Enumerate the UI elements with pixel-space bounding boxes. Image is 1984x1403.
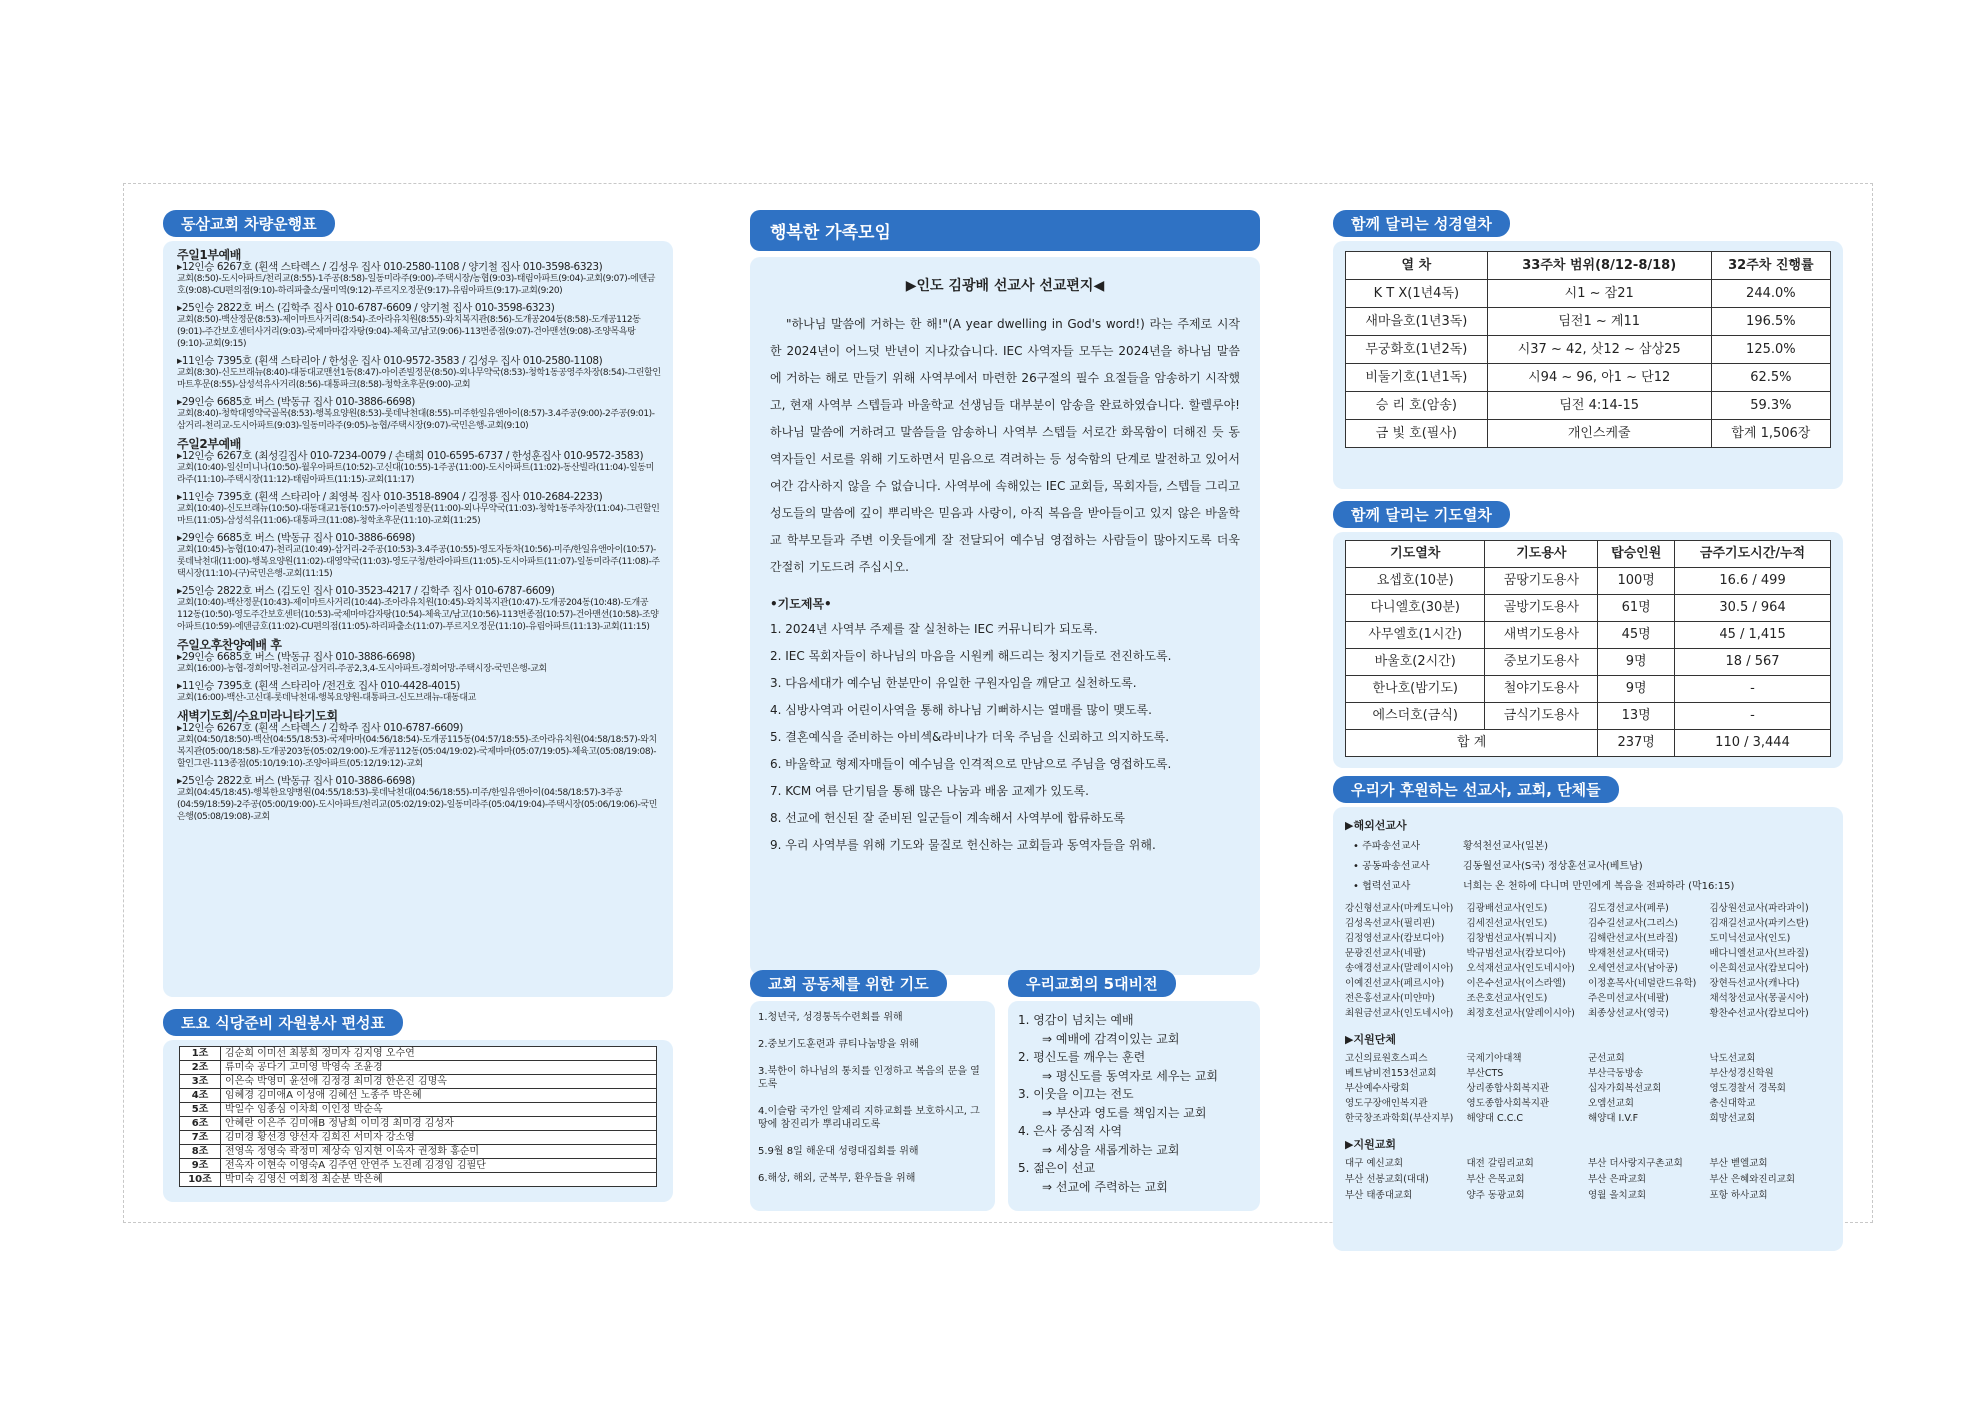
prayer-item: 9. 우리 사역부를 위해 기도와 물질로 헌신하는 교회들과 동역자들을 위해. [770,838,1156,852]
bible-row [1346,308,1831,336]
schedule-route: 교회(8:40)-청학대영약국골목(8:53)-행복요양원(8:53)-롯데낙천대(8:55)-미주한일유앤아이(8:57)-3.4주공(9:00)-2주공(9:01)-삼거리-천리교-도시아파트(9:03)-일동미라주(9:05)-농협/주택시장(9:07)-국민은행-교회(9:10) [177,409,655,431]
org-item: 국제기아대책 [1466,1053,1522,1064]
church-item: 대구 예신교회 [1345,1158,1404,1169]
missionary-item: 배다니엘선교사(브라질) [1709,948,1809,959]
meal-panel [163,1040,673,1202]
support-lines [1345,837,1831,897]
missionary-item: 전은홍선교사(미얀마) [1345,993,1436,1004]
support-line [1353,877,1831,897]
prayertrain-cell: 금식기도용사 [1485,703,1598,730]
missionary-item: 김성옥선교사(필리핀) [1345,918,1436,929]
schedule-route: 교회(10:40)-백산정문(10:43)-제이마트사거리(10:44)-조아라유치원(10:45)-와치복지관(10:47)-도개공204동(10:48)-도개공112동(10:50)-영도주간보호센터(10:53)-국제마마감자탕(10:54)-체육고/남고(10:56)-113번종점(10:57)-건아맨션(10:58)-조양아파트(10:59)-에덴금호(11:02)-CU편의점(11:05)-하리파출소(11:07)-푸르지오정문(11:10)-유림아파트(11:13)-교회(11:15) [177,598,659,632]
bible-cell: 시1 ~ 잠21 [1487,280,1711,308]
prayertrain-cell: 100명 [1598,568,1675,595]
church-item: 영월 올치교회 [1588,1190,1647,1201]
schedule-bus: ▸25인승 2822호 버스 (김도인 집사 010-3523-4217 / 김학주 집사 010-6787-6609) [177,585,555,597]
letter-panel [750,257,1260,975]
schedule-group-head: 새벽기도회/수요미라니타기도회 [177,709,338,723]
bible-cell: 비둘기호(1년1독) [1346,364,1488,392]
schedule-bus: ▸11인승 7395호 (흰색 스타리아 / 최영복 집사 010-3518-8904 / 김정룡 집사 010-2684-2233) [177,491,603,503]
meal-names: 김순희 이미선 최봉희 정미자 김지영 오수연 [221,1047,657,1061]
bible-panel [1333,241,1843,489]
support-line-key: • 공동파송선교사 [1353,861,1430,872]
church-item: 부산 은파교회 [1588,1174,1647,1185]
prayertrain-total-row [1346,730,1831,757]
bible-cell: 59.3% [1711,392,1830,420]
meal-names: 이은숙 박영미 윤선애 김정경 최미경 한은진 김명옥 [221,1075,657,1089]
vision-item: 4. 은사 중심적 사역 [1018,1124,1123,1138]
meal-row [180,1173,657,1187]
schedule-route: 교회(8:30)-신도브래뉴(8:40)-대동대교맨션1동(8:47)-아이존빌정문(8:50)-외나무약국(8:53)-청학1동공영주차장(8:54)-그린할인마트후문(8:55)-삼성석유사거리(8:56)-대통파크(8:58)-청학초후문(9:00)-교회 [177,368,661,390]
org-item: 십자가회복선교회 [1588,1083,1662,1094]
missionary-item: 이은수선교사(이스라엘) [1466,978,1566,989]
missionary-item: 이예진선교사(페르시아) [1345,978,1445,989]
missionary-item: 오세연선교사(남아공) [1588,963,1679,974]
missionary-item: 장현득선교사(캐나다) [1709,978,1800,989]
bible-title: 함께 달리는 성경열차 [1333,210,1510,237]
prayer-item: 1. 2024년 사역부 주제를 잘 실천하는 IEC 커뮤니티가 되도록. [770,622,1098,636]
support-line-value: 너희는 온 천하에 다니며 만민에게 복음을 전파하라 (막16:15) [1463,881,1735,892]
church-item: 부산 벧엘교회 [1709,1158,1768,1169]
schedule-bus: ▸29인승 6685호 버스 (박동규 집사 010-3886-6698) [177,532,415,544]
schedule-bus: ▸25인승 2822호 버스 (박동규 집사 010-3886-6698) [177,775,415,787]
bible-table [1345,251,1831,448]
schedule-route: 교회(10:40)-신도브래뉴(10:50)-대동대교1동(10:57)-아이존빌정문(11:00)-외나무약국(11:03)-청학1동주차장(11:04)-그린할인마트(11:05)-삼성석유(11:06)-대통파크(11:08)-청학초후문(11:10)-교회(11:25) [177,504,660,526]
bible-row [1346,336,1831,364]
family-title: 행복한 가족모임 [750,210,1260,251]
prayertrain-row [1346,622,1831,649]
prayertrain-cell: 13명 [1598,703,1675,730]
missionary-item: 조은호선교사(인도) [1466,993,1548,1004]
meal-team: 4조 [180,1089,221,1103]
prayertrain-cell: 9명 [1598,649,1675,676]
missionary-item: 김해란선교사(브라질) [1588,933,1679,944]
community-item: 6.해상, 해외, 군복무, 환우들을 위해 [758,1173,916,1184]
vision-item: 3. 이웃을 이끄는 전도 [1018,1087,1134,1101]
org-item: 부산CTS [1466,1068,1504,1079]
missionary-item: 오석재선교사(인도네시아) [1466,963,1575,974]
community-list [750,1001,995,1211]
org-item: 상리종합사회복지관 [1466,1083,1550,1094]
meal-row [180,1103,657,1117]
bible-header-row [1346,252,1831,280]
schedule-item [177,585,661,633]
prayertrain-row [1346,649,1831,676]
bible-cell: 244.0% [1711,280,1830,308]
schedule-route: 교회(04:50/18:50)-백산(04:55/18:53)-국제마마(04:56/18:54)-도개공115동(04:57/18:55)-조아라유치원(04:58/18:57)-와치복지관(05:00/18:58)-도개공203동(05:02/19:00)-도개공112동(05:04/19:02)-국제마마(05:07/19:05)-체육고(05:08/19:08)-할인그린-113종점(05:10/19:10)-조양아파트(05:12/19:12)-교회 [177,735,657,769]
missionary-item: 김재길선교사(파키스탄) [1709,918,1809,929]
meal-row [180,1047,657,1061]
meal-team: 9조 [180,1159,221,1173]
missionary-item: 김정영선교사(캄보디아) [1345,933,1445,944]
prayertrain-header: 탑승인원 [1598,541,1675,568]
bible-cell: 승 리 호(암송) [1346,392,1488,420]
letter-body: "하나님 말씀에 거하는 한 해!"(A year dwelling in God's word!) 라는 주제로 시작한 2024년이 어느덧 반년이 지나갔습니다. IEC 사역자들 모두는 2024년을 하나님 말씀에 거하는 해로 만들기 위해 사역부에서 마련한 26구절의 필수 요절들을 암송하기 시작했고, 현재 사역부 스텝들과 바울학교 선생님들 대부분이 암송을 완료하였습니다. 할렐루야! 하나님 말씀에 거하려고 말씀들을 암송하니 사역부 스텝들 서로간 화목함이 더해진 듯 동역자들인 서로를 위해 기도하면서 믿음으로 격려하는 등 성숙함의 단계로 발전하고 있어서 여간 감사하지 않을 수 없습니다. 사역부에 속해있는 IEC 교회들, 목회자들, 스텝들 그리고 성도들의 말씀에 깊이 뿌리박은 믿음과 사랑이, 아직 복음을 받아들이고 있지 않은 바울학교 학부모들과 주변 이웃들에게 잘 전달되어 예수님 영접하는 사람들이 많아지도록 더욱 간절히 기도드려 주십시오. [770,317,1240,574]
meal-names: 임혜경 김미애A 이성애 김혜선 노종주 박은혜 [221,1089,657,1103]
schedule-bus: ▸12인승 6267호 (흰색 스타렉스 / 김학주 집사 010-6787-6609) [177,722,463,734]
prayertrain-cell: 철야기도용사 [1485,676,1598,703]
bible-row [1346,364,1831,392]
meal-team: 7조 [180,1131,221,1145]
support-line-key: • 협력선교사 [1353,881,1411,892]
prayer-item: 5. 결혼예식을 준비하는 아비섹&라비나가 더욱 주님을 신뢰하고 의지하도록. [770,730,1170,744]
church-item: 부산 더사랑지구촌교회 [1588,1158,1683,1169]
meal-row [180,1089,657,1103]
org-head: ▶지원단체 [1345,1033,1396,1046]
prayertrain-cell: 한나호(밤기도) [1346,676,1485,703]
vision-item: 5. 젊은이 선교 [1018,1161,1096,1175]
right-column [1333,210,1843,1251]
org-item: 영도경찰서 경목회 [1709,1083,1786,1094]
bible-cell: 시94 ~ 96, 아1 ~ 단12 [1487,364,1711,392]
prayertrain-cell: - [1675,676,1831,703]
prayertrain-cell: 61명 [1598,595,1675,622]
letter-title: ▶인도 김광배 선교사 선교편지◀ [905,278,1105,294]
prayer-item: 8. 선교에 헌신된 잘 준비된 일군들이 계속해서 사역부에 합류하도록 [770,811,1125,825]
prayertrain-cell: 사무엘호(1시간) [1346,622,1485,649]
bible-cell: 62.5% [1711,364,1830,392]
meal-team: 2조 [180,1061,221,1075]
meal-names: 김미경 황선경 양선자 김희진 서미자 강소영 [221,1131,657,1145]
prayertrain-cell: 꿈땅기도용사 [1485,568,1598,595]
vision-title: 우리교회의 5대비전 [1008,970,1176,997]
bible-cell: 125.0% [1711,336,1830,364]
schedule-route: 교회(04:45/18:45)-행복한요양병원(04:55/18:53)-롯데낙천대(04:56/18:55)-미주/한일유앤아이(04:58/18:57)-3주공(04:59/18:59)-2주공(05:00/19:00)-도시아파트/천리교(05:02/19:02)-일동미라주(05:04/19:04)-주택시장(05:06/19:06)-국민은행(05:08/19:08)-교회 [177,788,658,822]
schedule-item [177,722,661,770]
schedule-bus: ▸29인승 6685호 버스 (박동규 집사 010-3886-6698) [177,651,415,663]
church-grid [1345,1156,1831,1204]
prayertrain-cell: 다니엘호(30분) [1346,595,1485,622]
schedule-item [177,355,661,391]
prayertrain-cell: 에스더호(금식) [1346,703,1485,730]
schedule-route: 교회(8:50)-도시아파트/천리교(8:55)-1주공(8:58)-일동미라주(9:00)-주택시장/농협(9:03)-태림아파트(9:04)-교회(9:07)-에덴금호(9:08)-CU편의점(9:10)-하리파출소/물미역(9:12)-푸르지오정문(9:17)-유림아파트(9:17)-교회(9:20) [177,274,656,296]
prayer-item: 4. 심방사역과 어린이사역을 통해 하나님 기뻐하시는 열매를 많이 맺도록. [770,703,1152,717]
bible-row [1346,280,1831,308]
meal-names: 류미숙 공다기 고미영 박영숙 조윤경 [221,1061,657,1075]
schedule-route: 교회(10:45)-농협(10:47)-천리교(10:49)-삼거리-2주공(10:53)-3.4주공(10:55)-영도자동차(10:56)-미주/한일유앤아이(10:57)-롯데낙천대(11:00)-행복요양원(11:02)-대영약국(11:03)-영도구청/한라아파트(11:05)-도시아파트(11:07)-일동미라주(11:08)-주택시장(11:10)-(구)국민은행-교회(11:15) [177,545,660,579]
meal-team: 5조 [180,1103,221,1117]
org-item: 해양대 C.C.C [1466,1113,1523,1124]
prayertrain-row [1346,568,1831,595]
prayertrain-header: 기도열차 [1346,541,1485,568]
meal-names: 전옥자 이현숙 이영숙A 김주연 안연주 노진례 김경임 김필단 [221,1159,657,1173]
schedule-bus: ▸11인승 7395호 (흰색 스타리아 /전건호 집사 010-4428-4015) [177,680,460,692]
community-item: 4.이슬람 국가인 알제리 지하교회를 보호하시고, 그 땅에 참진리가 뿌리내리도록 [758,1106,980,1130]
org-grid [1345,1051,1831,1126]
missionary-item: 채석창선교사(몽골시아) [1709,993,1809,1004]
prayertrain-cell: 요셉호(10분) [1346,568,1485,595]
prayertrain-cell: 45 / 1,415 [1675,622,1831,649]
prayer-train-table [1345,540,1831,757]
middle-column [750,210,1260,1194]
missionary-item: 송애경선교사(말레이시아) [1345,963,1454,974]
meal-row [180,1159,657,1173]
meal-table [179,1046,657,1187]
org-item: 희망선교회 [1709,1113,1756,1124]
schedule-item [177,775,661,823]
missionary-item: 이정훈목사(네덜란드유학) [1588,978,1697,989]
missionary-item: 김상원선교사(파라과이) [1709,903,1809,914]
church-item: 부산 태종대교회 [1345,1190,1413,1201]
prayertrain-panel [1333,532,1843,768]
org-item: 총신대학교 [1709,1098,1756,1109]
prayertrain-row [1346,703,1831,730]
prayertrain-total-label: 합 계 [1346,730,1598,757]
bible-row [1346,420,1831,448]
meal-names: 안혜란 이은주 김미애B 정남희 이미경 최미경 김성자 [221,1117,657,1131]
church-item: 부산 선봉교회(대대) [1345,1174,1429,1185]
prayertrain-header: 기도용사 [1485,541,1598,568]
missionary-item: 강신형선교사(마케도니아) [1345,903,1454,914]
meal-row [180,1131,657,1145]
prayertrain-total-count: 237명 [1598,730,1675,757]
vision-item: 2. 평신도를 깨우는 훈련 [1018,1050,1146,1064]
support-line [1353,857,1831,877]
bible-cell: 딤전1 ~ 계11 [1487,308,1711,336]
org-item: 해양대 I.V.F [1588,1113,1639,1124]
meal-team: 3조 [180,1075,221,1089]
schedule-item [177,651,661,675]
bible-cell: 새마을호(1년3독) [1346,308,1488,336]
missionary-item: 문광진선교사(네팔) [1345,948,1426,959]
schedule-item [177,491,661,527]
church-item: 부산 은목교회 [1466,1174,1525,1185]
missionary-item: 김도경선교사(페루) [1588,903,1669,914]
support-line-key: • 주파송선교사 [1353,841,1421,852]
support-line [1353,837,1831,857]
missionary-item: 최종상선교사(영국) [1588,1008,1669,1019]
missionary-item: 김창범선교사(튀니지) [1466,933,1557,944]
missionary-item: 김세진선교사(인도) [1466,918,1548,929]
prayertrain-cell: 16.6 / 499 [1675,568,1831,595]
meal-team: 10조 [180,1173,221,1187]
vision-result: ⇒ 세상을 새롭게하는 교회 [1042,1142,1180,1157]
meal-row [180,1145,657,1159]
org-item: 부산성경신학원 [1709,1068,1774,1079]
church-item: 대전 갈림리교회 [1466,1158,1534,1169]
schedule-bus: ▸12인승 6267호 (최성길집사 010-7234-0079 / 손태희 010-6595-6737 / 한성훈집사 010-9572-3583) [177,450,644,462]
community-item: 1.청년국, 성경통독수련회를 위해 [758,1012,903,1023]
org-item: 한국창조과학회(부산지부) [1345,1113,1454,1124]
bible-header: 33주차 범위(8/12-8/18) [1487,252,1711,280]
vision-result: ⇒ 선교에 주력하는 교회 [1042,1179,1168,1194]
prayertrain-cell: 18 / 567 [1675,649,1831,676]
meal-team: 6조 [180,1117,221,1131]
meal-title: 토요 식당준비 자원봉사 편성표 [163,1009,403,1036]
schedule-item [177,261,661,297]
vision-block [1008,970,1260,1211]
bible-header: 32주차 진행률 [1711,252,1830,280]
meal-names: 박일수 임종심 이차희 이인정 박순옥 [221,1103,657,1117]
bible-cell: 196.5% [1711,308,1830,336]
prayertrain-cell: - [1675,703,1831,730]
missionary-item: 최정호선교사(알레이시아) [1466,1008,1575,1019]
support-title: 우리가 후원하는 선교사, 교회, 단체들 [1333,776,1619,803]
schedule-route: 교회(16:00)-백산-고신대-롯데낙천대-행복요양원-대통파크-신도브래뉴-대동대교 [177,693,476,703]
prayertrain-cell: 골방기도용사 [1485,595,1598,622]
community-item: 2.중보기도훈련과 큐티나눔방을 위해 [758,1039,919,1050]
community-item: 5.9월 8일 해운대 성령대집회를 위해 [758,1146,919,1157]
missionary-item: 김광배선교사(인도) [1466,903,1548,914]
schedule-route: 교회(10:40)-일신미니나(10:50)-월우아파트(10:52)-고신대(10:55)-1주공(11:00)-도시아파트(11:02)-동산빌라(11:04)-일동미라주(11:10)-주택시장(11:12)-태림아파트(11:15)-교회(11:17) [177,463,654,485]
schedule-item [177,532,661,580]
org-item: 베트남비전153선교회 [1345,1068,1437,1079]
org-item: 부산예수사랑회 [1345,1083,1410,1094]
org-item: 고신의료원호스피스 [1345,1053,1428,1064]
bible-row [1346,392,1831,420]
schedule-group-head: 주일1부예배 [177,248,241,262]
missionary-item: 박재천선교사(태국) [1588,948,1669,959]
prayertrain-header: 금주기도시간/누적 [1675,541,1831,568]
org-item: 군선교회 [1588,1053,1625,1064]
bible-header: 열 차 [1346,252,1488,280]
org-item: 부산극동방송 [1588,1068,1644,1079]
bible-cell: 시37 ~ 42, 삿12 ~ 삼상25 [1487,336,1711,364]
org-item: 영도종합사회복지관 [1466,1098,1550,1109]
org-item: 영도구장애인복지관 [1345,1098,1428,1109]
schedule-bus: ▸29인승 6685호 버스 (박동규 집사 010-3886-6698) [177,396,415,408]
prayertrain-row [1346,676,1831,703]
prayertrain-cell: 새벽기도용사 [1485,622,1598,649]
prayertrain-row [1346,595,1831,622]
missionary-grid [1345,901,1831,1021]
vision-result: ⇒ 예배에 감격이있는 교회 [1042,1031,1180,1046]
meal-team: 1조 [180,1047,221,1061]
prayer-list [770,616,1240,859]
vision-item: 1. 영감이 넘치는 예배 [1018,1013,1134,1027]
bible-cell: K T X(1년4독) [1346,280,1488,308]
prayertrain-cell: 9명 [1598,676,1675,703]
community-item: 3.북한이 하나님의 통치를 인정하고 복음의 문을 열도록 [758,1066,980,1090]
vision-result: ⇒ 평신도를 동역자로 세우는 교회 [1042,1068,1219,1083]
schedule-item [177,450,661,486]
prayer-item: 3. 다음세대가 예수님 한분만이 유일한 구원자임을 깨닫고 실천하도록. [770,676,1137,690]
community-block [750,970,995,1211]
support-panel [1333,807,1843,1251]
schedule-bus: ▸25인승 2822호 버스 (김학주 집사 010-6787-6609 / 양기철 집사 010-3598-6323) [177,302,555,314]
prayertrain-total-time: 110 / 3,444 [1675,730,1831,757]
prayer-item: 6. 바울학교 형제자매들이 예수님을 인격적으로 만남으로 주님을 영접하도록. [770,757,1172,771]
schedule-group-head: 주일오후찬양예배 후 [177,638,282,652]
schedule-route: 교회(16:00)-농협-경희어망-천리교-삼거리-주공2,3,4-도시아파트-경희어망-주택시장-국민은행-교회 [177,664,547,674]
prayertrain-header-row [1346,541,1831,568]
missionary-item: 이은희선교사(캄보디아) [1709,963,1809,974]
bible-cell: 딤전 4:14-15 [1487,392,1711,420]
community-title: 교회 공동체를 위한 기도 [750,970,947,997]
schedule-item [177,302,661,350]
prayer-item: 2. IEC 목회자들이 하나님의 마음을 시원케 해드리는 청지기들로 전진하도록. [770,649,1172,663]
meal-names: 박미숙 김영신 여회정 최순분 박은혜 [221,1173,657,1187]
church-item: 포항 하사교회 [1709,1190,1768,1201]
schedule-group-head: 주일2부예배 [177,437,241,451]
meal-team: 8조 [180,1145,221,1159]
vehicle-schedule-panel [163,241,673,997]
church-item: 부산 은혜와진리교회 [1709,1174,1796,1185]
bible-cell: 개인스케줄 [1487,420,1711,448]
bible-cell: 금 빛 호(필사) [1346,420,1488,448]
org-item: 낙도선교회 [1709,1053,1756,1064]
schedule-bus: ▸12인승 6267호 (흰색 스타렉스 / 김성우 집사 010-2580-1108 / 양기철 집사 010-3598-6323) [177,261,603,273]
vehicle-title: 동삼교회 차량운행표 [163,210,335,237]
org-item: 오엠선교회 [1588,1098,1634,1109]
missionary-item: 최원금선교사(인도네시아) [1345,1008,1454,1019]
vision-list [1008,1001,1260,1211]
overseas-head: ▶해외선교사 [1345,819,1407,832]
prayertrain-cell: 45명 [1598,622,1675,649]
meal-names: 전영옥 정영숙 곽정미 제상숙 임지현 이옥자 권정화 홍순미 [221,1145,657,1159]
missionary-item: 도미닉선교사(인도) [1709,933,1791,944]
vision-result: ⇒ 부산과 영도를 책임지는 교회 [1042,1105,1207,1120]
prayertrain-title: 함께 달리는 기도열차 [1333,501,1510,528]
prayertrain-cell: 30.5 / 964 [1675,595,1831,622]
meal-row [180,1117,657,1131]
schedule-item [177,680,661,704]
prayertrain-cell: 바울호(2시간) [1346,649,1485,676]
support-line-value: 김동월선교사(S국) 정상훈선교사(베트남) [1463,861,1643,872]
missionary-item: 김수길선교사(그리스) [1588,918,1679,929]
bible-cell: 무궁화호(1년2독) [1346,336,1488,364]
church-item: 양주 동광교회 [1466,1190,1525,1201]
church-head: ▶지원교회 [1345,1138,1396,1151]
prayer-item: 7. KCM 여름 단기팀을 통해 많은 나눔과 배움 교제가 있도록. [770,784,1089,798]
support-line-value: 황석천선교사(일본) [1463,841,1549,852]
schedule-route: 교회(8:50)-백산정문(8:53)-제이마트사거리(8:54)-조아라유치원(8:55)-와치복지관(8:56)-도개공204동(8:58)-도개공112동(9:01)-주간보호센터사거리(9:03)-국제마마감자탕(9:04)-체육고/남고(9:06)-113번종점(9:07)-건아맨션(9:08)-조양목욕탕(9:10)-교회(9:15) [177,315,641,349]
bible-cell: 합계 1,506장 [1711,420,1830,448]
missionary-item: 박규범선교사(캄보디아) [1466,948,1566,959]
left-column [163,210,673,1202]
schedule-item [177,396,661,432]
prayer-head: •기도제목• [770,597,832,611]
meal-row [180,1075,657,1089]
missionary-item: 주은미선교사(네팔) [1588,993,1669,1004]
missionary-item: 황찬수선교사(캄보디아) [1709,1008,1809,1019]
schedule-bus: ▸11인승 7395호 (흰색 스타리아 / 한성운 집사 010-9572-3583 / 김성우 집사 010-2580-1108) [177,355,603,367]
prayertrain-cell: 중보기도용사 [1485,649,1598,676]
meal-row [180,1061,657,1075]
